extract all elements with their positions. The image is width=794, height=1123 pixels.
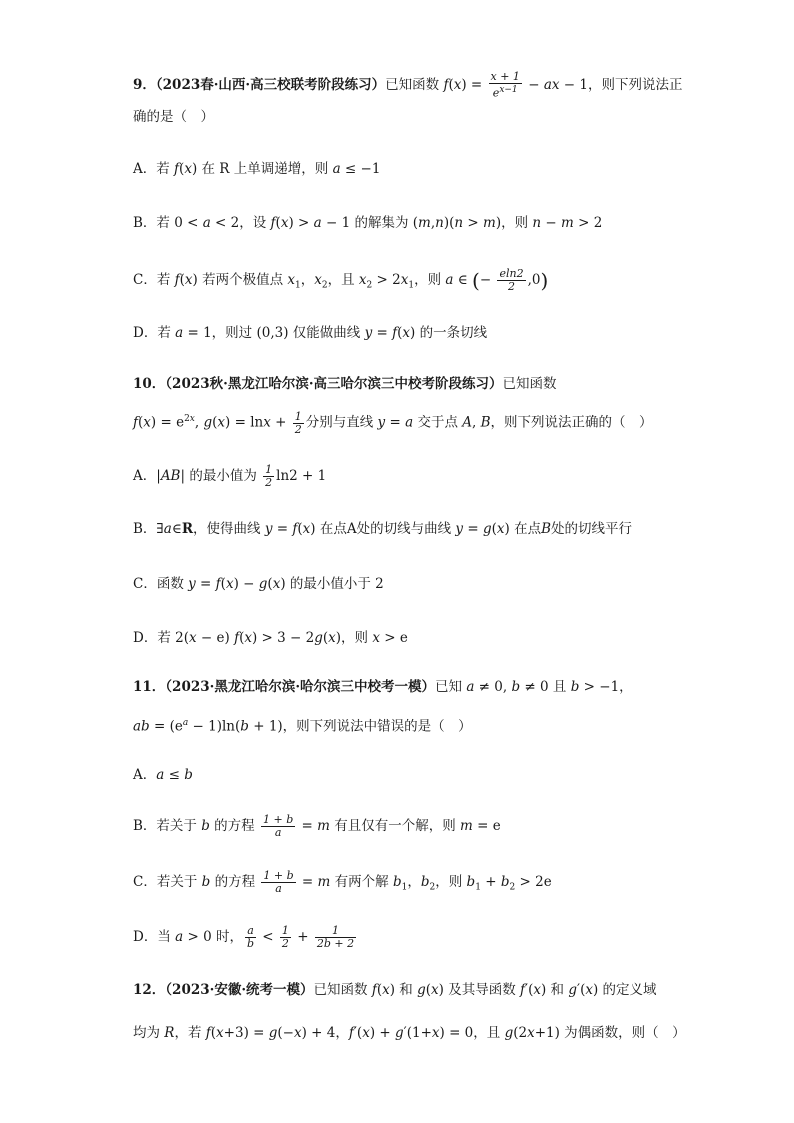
fraction: $\frac{a}{b}$	[246, 924, 255, 950]
question-10-option-b: B．∃a∈R，使得曲线 y = f(x) 在点A处的切线与曲线 y = g(x) 在点B处的切线平行	[133, 521, 632, 537]
question-11-option-c: C．若关于 b 的方程 $\frac{1 + b}{a}$ = m 有两个解 $b_1$，$b_2$，则 $b_1 + b_2 > 2e$	[133, 869, 552, 895]
fraction: $\frac{1 + b}{a}$	[263, 869, 294, 895]
question-10-stem-line-2: $f(x) = e^{2x}$, g(x) = lnx + $\frac{1}{2}$ 分别与直线 y = a 交于点 A, B，则下列说法正确的（ ）	[133, 409, 653, 436]
question-11-option-a: A．a ≤ b	[133, 767, 193, 783]
question-9-option-a: A．若 f(x) 在 R 上单调递增，则 a ≤ −1	[133, 161, 381, 177]
question-11-stem-line-1: 11．（2023·黑龙江哈尔滨·哈尔滨三中校考一模）已知 a ≠ 0, b ≠ 0 且 b > −1，	[133, 679, 633, 695]
question-10-option-c: C．函数 y = f(x) − g(x) 的最小值小于 2	[133, 576, 384, 592]
question-9-stem-line-2: 确的是（ ）	[133, 109, 214, 125]
fraction: $\frac{1}{2b + 2}$	[316, 924, 355, 950]
question-11-option-b: B．若关于 b 的方程 $\frac{1 + b}{a}$ = m 有且仅有一个解，则 m = e	[133, 813, 501, 839]
question-9-option-d: D．若 a = 1，则过 (0,3) 仅能做曲线 y = f(x) 的一条切线	[133, 325, 488, 341]
fraction: $\frac{1 + b}{a}$	[262, 813, 294, 839]
question-11-option-d: D．当 a > 0 时， $\frac{a}{b}$ < $\frac{1}{2}$ + $\frac{1}{2b + 2}$	[133, 924, 355, 950]
question-9-option-c: C．若 f(x) 若两个极值点 $x_1$，$x_2$，且 $x_2 > 2x_1$，则 a ∈ (− $\frac{eln2}{2}$ ,0)	[133, 267, 549, 293]
question-10-option-d: D．若 2(x − e) f(x) > 3 − 2g(x)，则 x > e	[133, 630, 408, 646]
fraction: $\frac{x + 1}{e^{x-1}}$	[490, 70, 520, 100]
fraction: $\frac{1}{2}$	[281, 924, 289, 950]
question-12-stem-line-1: 12．（2023·安徽·统考一模）已知函数 f(x) 和 g(x) 及其导函数 f′(x) 和 g′(x) 的定义域	[133, 982, 657, 998]
question-10-option-a: A．|AB| 的最小值为 $\frac{1}{2}$ ln2 + 1	[133, 463, 327, 489]
question-11-stem-line-2: ab = $(e^a - 1)\ln(b + 1)$，则下列说法中错误的是（ ）	[133, 718, 472, 735]
question-12-stem-line-2: 均为 R，若 f(x+3) = g(−x) + 4，f′(x) + g′(1+x) = 0，且 g(2x+1) 为偶函数，则（ ）	[133, 1025, 686, 1041]
question-9-option-b: B．若 0 < a < 2，设 f(x) > a − 1 的解集为 (m,n)(n > m)，则 n − m > 2	[133, 215, 603, 231]
fraction: $\frac{eln2}{2}$	[499, 267, 524, 293]
question-9-stem-line-1: 9．（2023春·山西·高三校联考阶段练习）已知函数 f(x) = $\frac{x + 1}{e^{x-1}}$ − ax − 1，则下列说法正	[133, 70, 683, 100]
fraction: $\frac{1}{2}$	[265, 463, 273, 489]
question-10-stem-line-1: 10．（2023秋·黑龙江哈尔滨·高三哈尔滨三中校考阶段练习）已知函数	[133, 376, 557, 392]
fraction: $\frac{1}{2}$	[294, 409, 302, 436]
